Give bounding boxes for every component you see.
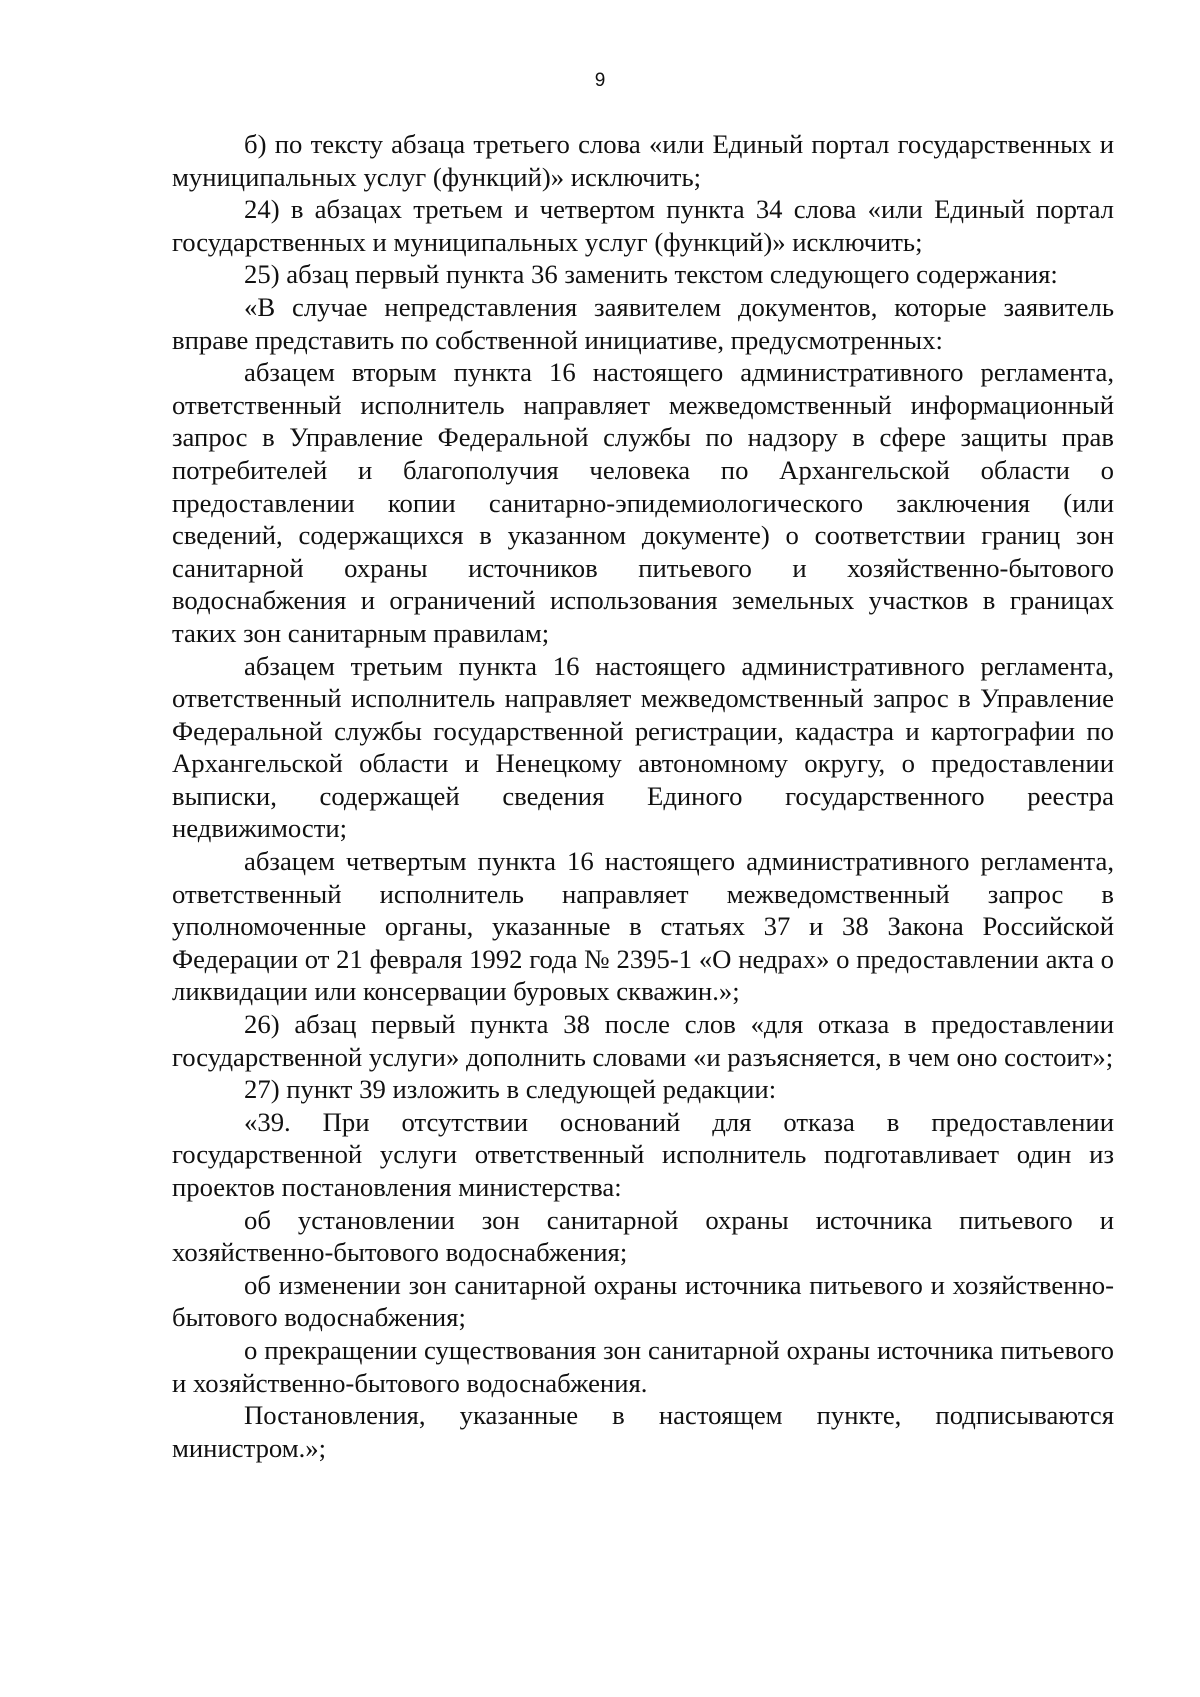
paragraph-abzac-fourth: абзацем четвертым пункта 16 настоящего административного регламента, ответственный исполнитель направляет межведомственный запрос в уполномоченные органы, указанные в статьях 37 и 38 Закона Российской Федерации от 21 февраля 1992 года № 2395-1 «О недрах» о предоставлении акта о ликвидации или консервации буровых скважин.»; (172, 846, 1114, 1007)
paragraph-terminate-zones: о прекращении существования зон санитарной охраны источника питьевого и хозяйственно-бытового водоснабжения. (172, 1334, 1114, 1398)
paragraph-abzac-second: абзацем вторым пункта 16 настоящего административного регламента, ответственный исполнитель направляет межведомственный информационный запрос в Управление Федеральной службы по надзору в сфере защиты прав потребителей и благополучия человека по Архангельской области о предоставлении копии санитарно-эпидемиологического заключения (или сведений, содержащихся в указанном документе) о соответствии границ зон санитарной охраны источников питьевого и хозяйственно-бытового водоснабжения и ограничений использования земельных участков в границах таких зон санитарным правилам; (172, 357, 1114, 648)
paragraph-item-39: «39. При отсутствии оснований для отказа в предоставлении государственной услуги ответственный исполнитель подготавливает один из проектов постановления министерства: (172, 1106, 1114, 1202)
paragraph-quote-start: «В случае непредставления заявителем документов, которые заявитель вправе представить по собственной инициативе, предусмотренных: (172, 291, 1114, 355)
paragraph-resolutions-signed: Постановления, указанные в настоящем пункте, подписываются министром.»; (172, 1400, 1114, 1463)
paragraph-abzac-third: абзацем третьим пункта 16 настоящего административного регламента, ответственный исполнитель направляет межведомственный запрос в Управление Федеральной службы государственной регистрации, кадастра и картографии по Архангельской области и Ненецкому автономному округу, о предоставлении выписки, содержащей сведения Единого государственного реестра недвижимости; (172, 650, 1114, 844)
paragraph-item-25: 25) абзац первый пункта 36 заменить текстом следующего содержания: (244, 259, 1058, 290)
paragraph-item-24: 24) в абзацах третьем и четвертом пункта 34 слова «или Единый портал государственных и муниципальных услуг (функций)» исключить; (172, 194, 1114, 257)
page-number: 9 (594, 70, 606, 91)
document-body (172, 128, 1114, 1464)
paragraph-change-zones: об изменении зон санитарной охраны источника питьевого и хозяйственно-бытового водоснабжения; (172, 1269, 1114, 1333)
paragraph-b-text-abzac-third: б) по тексту абзаца третьего слова «или Единый портал государственных и муниципальных услуг (функций)» исключить; (172, 129, 1114, 192)
paragraph-establish-zones: об установлении зон санитарной охраны источника питьевого и хозяйственно-бытового водоснабжения; (172, 1204, 1114, 1268)
paragraph-item-26: 26) абзац первый пункта 38 после слов «для отказа в предоставлении государственной услуги» дополнить словами «и разъясняется, в чем оно состоит»; (172, 1009, 1114, 1072)
paragraph-item-27: 27) пункт 39 изложить в следующей редакции: (244, 1074, 777, 1105)
